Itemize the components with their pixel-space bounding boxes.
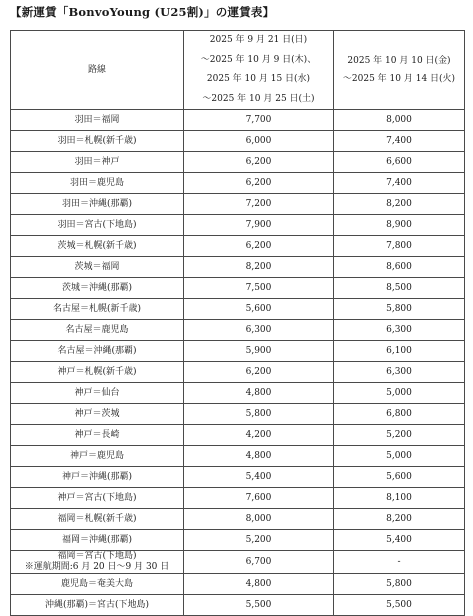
fare-period1-cell: 5,900 bbox=[184, 341, 334, 362]
route-cell: 羽田＝福岡 bbox=[11, 110, 184, 131]
fare-period1-cell: 6,000 bbox=[184, 131, 334, 152]
table-row bbox=[11, 446, 465, 467]
route-cell: 神戸＝札幌(新千歳) bbox=[11, 362, 184, 383]
fare-period2-cell: 8,200 bbox=[334, 509, 465, 530]
fare-period2-cell: 6,300 bbox=[334, 362, 465, 383]
fare-period2-cell: 8,600 bbox=[334, 257, 465, 278]
table-row bbox=[11, 425, 465, 446]
period1-header-line: ～2025 年 10 月 9 日(木)、 bbox=[200, 54, 317, 65]
period2-header-line: ～2025 年 10 月 14 日(火) bbox=[342, 74, 456, 84]
route-cell: 羽田＝鹿児島 bbox=[11, 173, 184, 194]
fare-period2-cell: 7,400 bbox=[334, 173, 465, 194]
fare-period1-cell: 7,500 bbox=[184, 278, 334, 299]
fare-period2-cell: 6,600 bbox=[334, 152, 465, 173]
fare-period1-cell: 6,200 bbox=[184, 362, 334, 383]
period1-header-line: 2025 年 9 月 21 日(日) bbox=[209, 35, 308, 45]
route-cell: 鹿児島＝奄美大島 bbox=[11, 574, 184, 595]
route-cell: 福岡＝沖縄(那覇) bbox=[11, 530, 184, 551]
fare-period1-cell: 4,800 bbox=[184, 446, 334, 467]
fare-period1-cell: 5,600 bbox=[184, 299, 334, 320]
fare-period1-cell: 7,600 bbox=[184, 488, 334, 509]
fare-period1-cell: 5,800 bbox=[184, 404, 334, 425]
table-row bbox=[11, 236, 465, 257]
table-row bbox=[11, 194, 465, 215]
table-row bbox=[11, 362, 465, 383]
route-cell: 沖縄(那覇)＝宮古(下地島) bbox=[11, 595, 184, 616]
period2-column-header bbox=[334, 31, 465, 110]
route-cell: 茨城＝沖縄(那覇) bbox=[11, 278, 184, 299]
fare-period1-cell: 6,200 bbox=[184, 152, 334, 173]
table-row bbox=[11, 215, 465, 236]
table-row bbox=[11, 551, 465, 574]
route-cell: 羽田＝神戸 bbox=[11, 152, 184, 173]
fare-period2-cell: 8,500 bbox=[334, 278, 465, 299]
table-row bbox=[11, 595, 465, 616]
route-cell: 神戸＝鹿児島 bbox=[11, 446, 184, 467]
fare-period2-cell: 5,800 bbox=[334, 574, 465, 595]
fare-period2-cell: 5,000 bbox=[334, 383, 465, 404]
fare-period1-cell: 4,200 bbox=[184, 425, 334, 446]
fare-table-body bbox=[11, 110, 465, 616]
route-cell: 茨城＝札幌(新千歳) bbox=[11, 236, 184, 257]
period1-header-line: ～2025 年 10 月 25 日(土) bbox=[202, 93, 315, 104]
fare-period2-cell: 7,800 bbox=[334, 236, 465, 257]
table-row bbox=[11, 278, 465, 299]
fare-period2-cell: 5,500 bbox=[334, 595, 465, 616]
fare-period2-cell: 5,400 bbox=[334, 530, 465, 551]
table-row bbox=[11, 488, 465, 509]
route-operation-note: ※運航期間:6 月 20 日～9 月 30 日 bbox=[24, 562, 170, 572]
table-row bbox=[11, 299, 465, 320]
fare-period2-cell: 6,800 bbox=[334, 404, 465, 425]
fare-table bbox=[10, 30, 465, 616]
route-cell: 神戸＝宮古(下地島) bbox=[11, 488, 184, 509]
fare-period2-cell: 8,100 bbox=[334, 488, 465, 509]
route-cell: 茨城＝福岡 bbox=[11, 257, 184, 278]
route-cell: 名古屋＝鹿児島 bbox=[11, 320, 184, 341]
fare-period2-cell: 5,200 bbox=[334, 425, 465, 446]
fare-period1-cell: 6,200 bbox=[184, 173, 334, 194]
fare-period1-cell: 5,500 bbox=[184, 595, 334, 616]
table-row bbox=[11, 383, 465, 404]
fare-period2-cell: - bbox=[334, 551, 465, 574]
table-row bbox=[11, 509, 465, 530]
period1-column-header bbox=[184, 31, 334, 110]
table-row bbox=[11, 152, 465, 173]
route-cell bbox=[11, 551, 184, 574]
period2-header-line: 2025 年 10 月 10 日(金) bbox=[347, 56, 451, 66]
page-title: 【新運賃「BonvoYoung (U25割)」の運賃表】 bbox=[10, 5, 275, 19]
fare-period1-cell: 8,000 bbox=[184, 509, 334, 530]
fare-period1-cell: 5,200 bbox=[184, 530, 334, 551]
fare-period1-cell: 6,700 bbox=[184, 551, 334, 574]
table-row bbox=[11, 404, 465, 425]
route-column-header: 路線 bbox=[11, 31, 184, 110]
table-row bbox=[11, 110, 465, 131]
fare-period1-cell: 8,200 bbox=[184, 257, 334, 278]
table-row bbox=[11, 467, 465, 488]
table-row bbox=[11, 574, 465, 595]
fare-period2-cell: 5,600 bbox=[334, 467, 465, 488]
table-row bbox=[11, 341, 465, 362]
fare-period1-cell: 6,300 bbox=[184, 320, 334, 341]
route-cell: 神戸＝茨城 bbox=[11, 404, 184, 425]
route-cell: 羽田＝札幌(新千歳) bbox=[11, 131, 184, 152]
fare-period1-cell: 7,700 bbox=[184, 110, 334, 131]
table-header-row bbox=[11, 31, 465, 110]
fare-period2-cell: 5,800 bbox=[334, 299, 465, 320]
fare-period1-cell: 4,800 bbox=[184, 383, 334, 404]
table-row bbox=[11, 530, 465, 551]
period1-header-line: 2025 年 10 月 15 日(水) bbox=[206, 74, 311, 84]
fare-period2-cell: 7,400 bbox=[334, 131, 465, 152]
fare-period2-cell: 8,000 bbox=[334, 110, 465, 131]
route-name: 福岡＝宮古(下地島) bbox=[57, 551, 137, 561]
table-row bbox=[11, 320, 465, 341]
route-cell: 神戸＝長崎 bbox=[11, 425, 184, 446]
table-row bbox=[11, 173, 465, 194]
fare-period1-cell: 4,800 bbox=[184, 574, 334, 595]
fare-period1-cell: 5,400 bbox=[184, 467, 334, 488]
route-cell: 福岡＝札幌(新千歳) bbox=[11, 509, 184, 530]
fare-period2-cell: 8,200 bbox=[334, 194, 465, 215]
fare-period1-cell: 7,900 bbox=[184, 215, 334, 236]
route-cell: 羽田＝沖縄(那覇) bbox=[11, 194, 184, 215]
route-cell: 神戸＝仙台 bbox=[11, 383, 184, 404]
fare-period2-cell: 6,100 bbox=[334, 341, 465, 362]
fare-period2-cell: 5,000 bbox=[334, 446, 465, 467]
table-row bbox=[11, 257, 465, 278]
fare-period2-cell: 8,900 bbox=[334, 215, 465, 236]
route-cell: 名古屋＝沖縄(那覇) bbox=[11, 341, 184, 362]
fare-period1-cell: 7,200 bbox=[184, 194, 334, 215]
route-cell: 神戸＝沖縄(那覇) bbox=[11, 467, 184, 488]
fare-period1-cell: 6,200 bbox=[184, 236, 334, 257]
table-row bbox=[11, 131, 465, 152]
fare-period2-cell: 6,300 bbox=[334, 320, 465, 341]
route-cell: 名古屋＝札幌(新千歳) bbox=[11, 299, 184, 320]
route-cell: 羽田＝宮古(下地島) bbox=[11, 215, 184, 236]
